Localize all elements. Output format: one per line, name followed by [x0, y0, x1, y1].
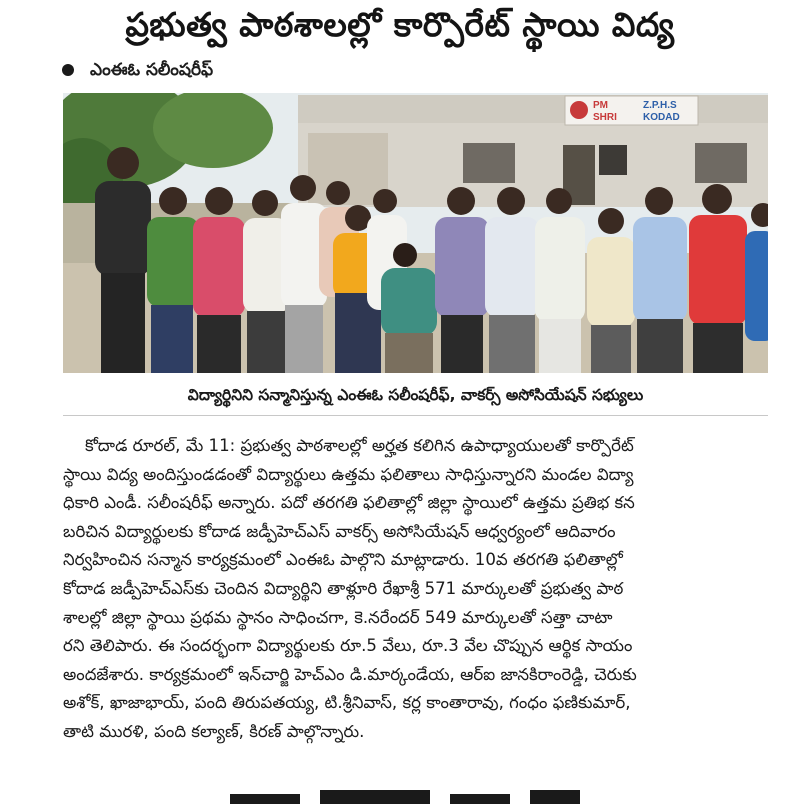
article-body — [63, 432, 768, 747]
byline-text: ఎంఈఓ సలీంషరీఫ్ — [90, 60, 214, 80]
headline: ప్రభుత్వ పాఠశాలల్లో కార్పొరేట్ స్థాయి విద్య — [125, 5, 675, 44]
body-line: కోదాడ రూరల్, మే 11: ప్రభుత్వ పాఠశాలల్లో అర్హత కలిగిన ఉపాధ్యాయులతో కార్పొరేట్ — [85, 436, 634, 455]
sign-pm: PM — [593, 100, 608, 111]
bullet-icon — [62, 64, 74, 76]
body-line: అందజేశారు. కార్యక్రమంలో ఇన్‌చార్జి హెచ్ఎం డి.మార్కండేయ, ఆర్ఐ జానకిరాంరెడ్డి, చెరుకు — [63, 664, 637, 684]
news-photo — [63, 93, 768, 373]
body-line: శాలల్లో జిల్లా స్థాయి ప్రథమ స్థానం సాధించగా, కె.నరేందర్ 549 మార్కులతో సత్తా చాటా — [63, 607, 613, 627]
next-article-headline-cropped — [200, 784, 620, 804]
body-line: బరిచిన విద్యార్థులకు కోదాడ జడ్పీహెచ్ఎస్ వాకర్స్ అసోసియేషన్ ఆధ్వర్యంలో ఆదివారం — [63, 521, 616, 541]
byline — [62, 56, 213, 84]
photo-caption: విద్యార్థినిని సన్మానిస్తున్న ఎంఈఓ సలీంషరీఫ్, వాకర్స్ అసోసియేషన్ సభ్యులు — [187, 386, 644, 404]
body-line: ధికారి ఎండీ. సలీంషరీఫ్ అన్నారు. పదో తరగతి ఫలితాల్లో జిల్లా స్థాయిలో ఉత్తమ ప్రతిభ కన — [63, 493, 635, 513]
divider — [63, 415, 768, 416]
body-line: రని తెలిపారు. ఈ సందర్భంగా విద్యార్థులకు రూ.5 వేలు, రూ.3 వేల చొప్పున ఆర్థిక సాయం — [63, 636, 633, 656]
sign-kodad: KODAD — [643, 112, 680, 123]
body-line: తాటి మురళి, పంది కల్యాణ్, కిరణ్ పాల్గొన్నారు. — [63, 721, 365, 741]
body-line: అశోక్, ఖాజాభాయ్, పంది తిరుపతయ్య, టి.శ్రీనివాస్, కర్ల కాంతారావు, గంధం ఫణికుమార్, — [63, 693, 631, 713]
sign-shri: SHRI — [593, 112, 617, 123]
body-line: స్థాయి విద్య అందిస్తుండడంతో విద్యార్థులు ఉత్తమ ఫలితాలు సాధిస్తున్నారని మండల విద్యా — [63, 464, 634, 484]
body-line: కోదాడ జడ్పీహెచ్ఎస్‌కు చెందిన విద్యార్థిని తాళ్లూరి రేఖాశ్రీ 571 మార్కులతో ప్రభుత్వ పాఠ — [63, 578, 624, 598]
body-line: నిర్వహించిన సన్మాన కార్యక్రమంలో ఎంఈఓ పాల్గొని మాట్లాడారు. 10వ తరగతి ఫలితాల్లో — [63, 550, 623, 570]
sign-zphs: Z.P.H.S — [643, 100, 677, 111]
